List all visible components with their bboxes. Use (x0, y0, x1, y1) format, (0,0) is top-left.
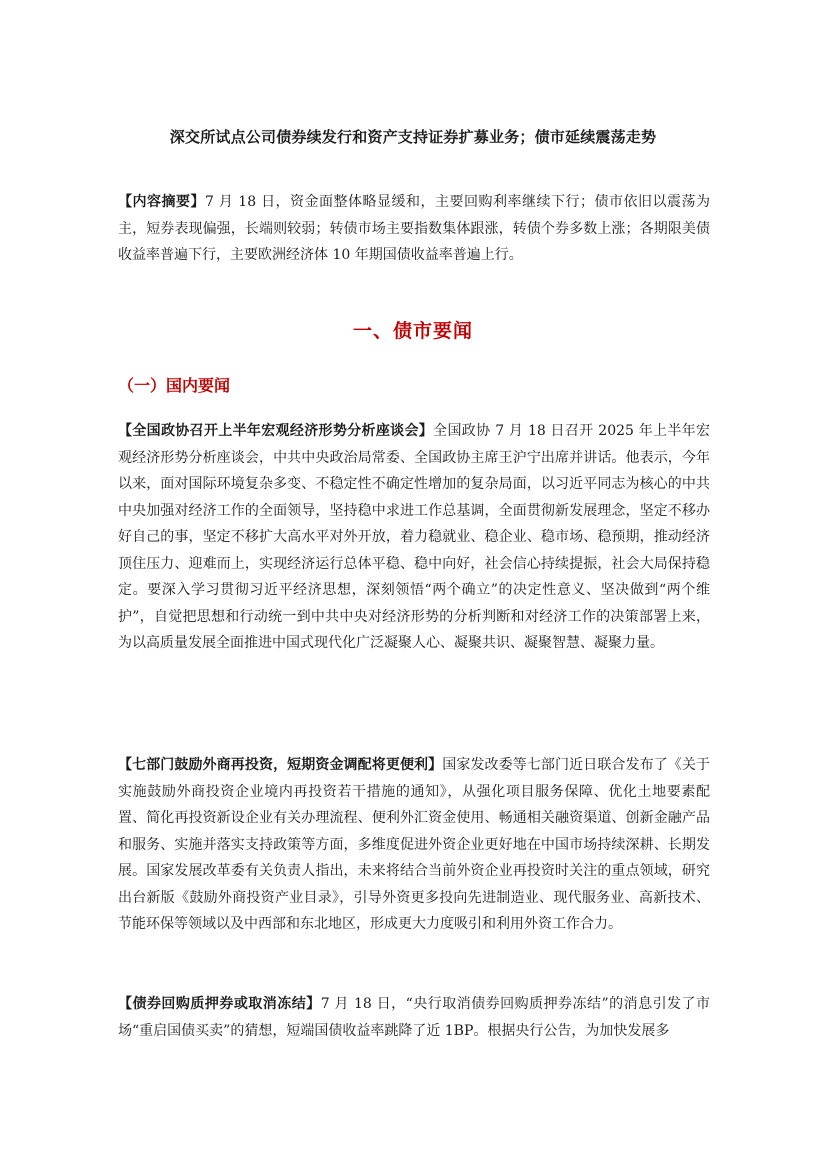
news-item-text: 国家发改委等七部门近日联合发布了《关于实施鼓励外商投资企业境内再投资若干措施的通知》，从强化项目服务保障、优化土地要素配置、简化再投资新设企业有关办理流程、便利外汇资金使用、畅通相关融资渠道、创新金融产品和服务、实施并落实支持政策等方面，多维度促进外资企业更好地在中国市场持续深耕、长期发展。国家发展改革委有关负责人指出，未来将结合当前外资企业再投资时关注的重点领域，研究出台新版《鼓励外商投资产业目录》，引导外资更多投向先进制造业、现代服务业、高新技术、节能环保等领域以及中西部和东北地区，形成更大力度吸引和利用外资工作合力。 (118, 757, 711, 932)
section-heading-bond-news: 一、债市要闻 (352, 320, 473, 342)
summary-paragraph (118, 189, 710, 269)
news-item-text: 7 月 18 日，“央行取消债券回购质押券冻结”的消息引发了市场“重启国债买卖”的猜想，短端国债收益率跳降了近 1BP。根据央行公告，为加快发展多 (118, 996, 711, 1039)
news-item-label: 【债券回购质押券或取消冻结】 (118, 996, 321, 1012)
subsection-heading-domestic-news: （一）国内要闻 (118, 376, 231, 395)
document-title: 深交所试点公司债券续发行和资产支持证券扩募业务；债市延续震荡走势 (169, 128, 657, 146)
summary-text: 7 月 18 日，资金面整体略显缓和，主要回购利率继续下行；债市依旧以震荡为主，短券表现偏强，长端则较弱；转债市场主要指数集体跟涨，转债个券多数上涨；各期限美债收益率普遍下行，主要欧洲经济体 10 年期国债收益率普遍上行。 (118, 194, 711, 263)
news-item-label: 【七部门鼓励外商再投资，短期资金调配将更便利】 (118, 757, 443, 773)
summary-label: 【内容摘要】 (118, 194, 205, 210)
news-item-text: 全国政协 7 月 18 日召开 2025 年上半年宏观经济形势分析座谈会，中共中央政治局常委、全国政协主席王沪宁出席并讲话。他表示，今年以来，面对国际环境复杂多变、不稳定性不确定性增加的复杂局面，以习近平同志为核心的中共中央加强对经济工作的全面领导，坚持稳中求进工作总基调，全面贯彻新发展理念，坚定不移办好自己的事，坚定不移扩大高水平对外开放，着力稳就业、稳企业、稳市场、稳预期，推动经济顶住压力、迎难而上，实现经济运行总体平稳、稳中向好，社会信心持续提振，社会大局保持稳定。要深入学习贯彻习近平经济思想，深刻领悟“两个确立”的决定性意义、坚决做到“两个维护”，自觉把思想和行动统一到中共中央对经济形势的分析判断和对经济工作的决策部署上来，为以高质量发展全面推进中国式现代化广泛凝聚人心、凝聚共识、凝聚智慧、凝聚力量。 (118, 423, 710, 651)
news-item (118, 418, 710, 657)
news-item-label: 【全国政协召开上半年宏观经济形势分析座谈会】 (118, 423, 434, 439)
news-item (118, 752, 710, 938)
news-item (118, 991, 710, 1044)
